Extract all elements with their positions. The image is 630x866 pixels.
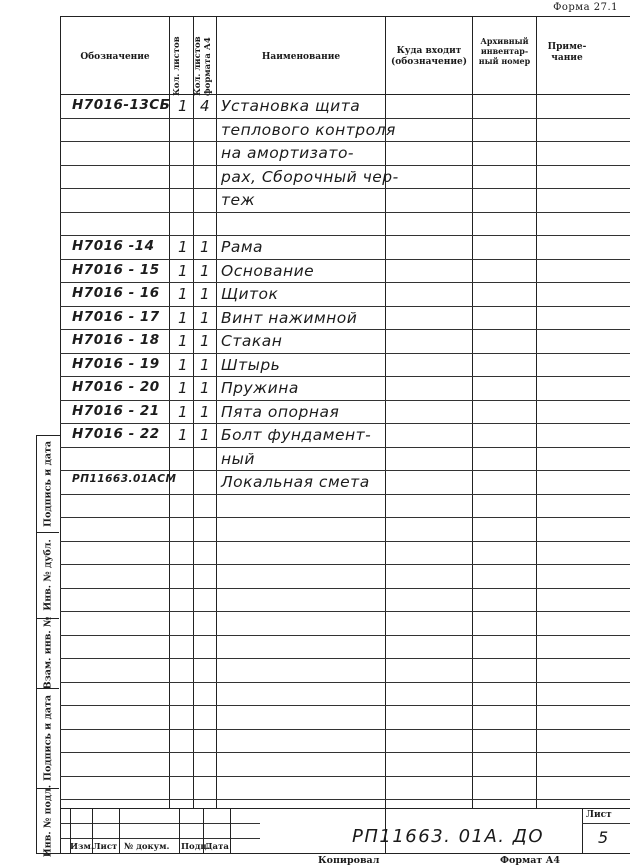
row-line — [60, 776, 630, 777]
header-a4-line2: формата А4 — [203, 37, 213, 96]
cell-name: на амортизато- — [221, 144, 355, 162]
form-label: Форма 27.1 — [553, 2, 618, 13]
row-line — [60, 306, 630, 307]
cell-sheets: 1 — [178, 332, 189, 350]
row-line — [60, 188, 630, 189]
cell-name: Пята опорная — [221, 402, 340, 421]
col-divider-a4 — [216, 16, 217, 808]
row-line — [60, 494, 630, 495]
col-divider-designation — [169, 16, 170, 808]
cell-designation: Н7016 - 22 — [72, 426, 160, 442]
cell-name: Щиток — [221, 285, 279, 303]
header-notes-line1: Приме- — [547, 42, 587, 52]
header-archive-line3: ный номер — [478, 56, 531, 66]
sheet-label: Лист — [586, 810, 612, 820]
cell-a4: 1 — [200, 238, 211, 256]
row-line — [60, 259, 630, 260]
row-line — [60, 400, 630, 401]
side-label-sign-date-2: Подпись и дата — [42, 694, 54, 782]
row-line — [60, 729, 630, 730]
cell-a4: 1 — [200, 332, 211, 350]
header-sheets: Кол. листов — [172, 36, 182, 96]
cell-name: теж — [221, 191, 256, 209]
side-label-replace-inv: Взам. инв. № — [42, 616, 54, 690]
cell-sheets: 1 — [178, 285, 189, 303]
cell-name: Штырь — [221, 355, 281, 374]
cell-a4: 1 — [200, 426, 211, 444]
col-divider-where — [472, 16, 473, 808]
cell-sheets: 1 — [178, 379, 189, 397]
side-cell-3 — [37, 618, 59, 689]
stamp-col-3 — [119, 808, 120, 854]
cell-designation: Н7016-13СБ — [72, 97, 171, 113]
header-notes — [537, 42, 597, 64]
cell-designation: Н7016 - 20 — [72, 379, 160, 395]
stamp-col-sheet-label: Лист — [93, 842, 118, 852]
side-label-sign-date-1: Подпись и дата — [42, 440, 54, 528]
row-line — [60, 611, 630, 612]
cell-name: ный — [221, 449, 255, 468]
side-cell-4 — [37, 688, 59, 789]
header-bottom-line — [60, 94, 630, 95]
cell-designation: Н7016 -14 — [72, 238, 155, 254]
cell-name: Пружина — [221, 379, 299, 397]
stamp-top-line — [60, 808, 630, 809]
cell-a4: 4 — [200, 97, 211, 115]
stamp-col-4 — [179, 808, 180, 854]
row-line — [60, 517, 630, 518]
row-line — [60, 799, 630, 800]
cell-name: Винт нажимной — [221, 308, 358, 327]
cell-a4: 1 — [200, 308, 211, 327]
header-archive-line2: инвентар- — [480, 46, 529, 56]
header-designation: Обозначение — [80, 52, 150, 62]
cell-sheets: 1 — [178, 308, 189, 327]
row-line — [60, 752, 630, 753]
row-line — [60, 658, 630, 659]
stamp-col-doc: № докум. — [124, 842, 170, 852]
cell-designation: Н7016 - 15 — [72, 261, 160, 278]
side-strip — [36, 435, 60, 857]
row-line — [60, 705, 630, 706]
header-where-line2: (обозначение) — [391, 57, 467, 67]
row-line — [60, 447, 630, 448]
row-line — [60, 588, 630, 589]
footer-format: Формат А4 — [500, 855, 560, 866]
header-name: Наименование — [261, 52, 341, 62]
cell-name: Локальная смета — [221, 473, 370, 491]
cell-a4: 1 — [200, 402, 211, 421]
row-line — [60, 541, 630, 542]
cell-designation: Н7016 - 18 — [72, 332, 160, 348]
cell-sheets: 1 — [178, 97, 189, 115]
stamp-col-sign: Подп. — [181, 842, 210, 852]
cell-name: Основание — [221, 261, 315, 280]
cell-a4: 1 — [200, 355, 211, 374]
side-label-dup-inv: Инв. № дубл. — [42, 539, 54, 611]
stamp-col-6 — [230, 808, 231, 854]
sheet-number: 5 — [598, 828, 610, 847]
header-archive — [473, 36, 536, 66]
row-line — [60, 282, 630, 283]
cell-designation: Н7016 - 19 — [72, 355, 160, 372]
row-line — [60, 470, 630, 471]
side-label-orig-inv: Инв. № подл. — [42, 784, 54, 857]
cell-name: рах, Сборочный чер- — [221, 167, 399, 186]
cell-name: теплового контроля — [221, 120, 396, 139]
cell-designation: Н7016 - 16 — [72, 285, 160, 301]
cell-a4: 1 — [200, 261, 211, 280]
cell-a4: 1 — [200, 285, 211, 303]
side-cell-1 — [37, 436, 59, 533]
row-line — [60, 635, 630, 636]
row-line — [60, 235, 630, 236]
header-a4 — [193, 36, 213, 96]
row-line — [60, 329, 630, 330]
stamp-col-sheet — [582, 808, 583, 854]
header-a4-line1: Кол. листов — [193, 36, 203, 96]
cell-name: Стакан — [221, 332, 283, 350]
side-cell-2 — [37, 532, 59, 619]
stamp-col-date: Дата — [205, 842, 229, 852]
cell-name: Болт фундамент- — [221, 426, 372, 444]
row-line — [60, 682, 630, 683]
cell-sheets: 1 — [178, 355, 189, 374]
footer-copied: Копировал — [318, 855, 380, 866]
cell-a4: 1 — [200, 379, 211, 397]
header-notes-line2: чание — [551, 53, 583, 63]
cell-designation: Н7016 - 17 — [72, 308, 160, 325]
header-where — [386, 46, 472, 68]
header-archive-line1: Архивный — [480, 36, 529, 46]
row-line — [60, 118, 630, 119]
cell-sheets: 1 — [178, 238, 189, 256]
cell-designation: РП11663.01АСМ — [72, 473, 177, 485]
row-line — [60, 165, 630, 166]
document-number: РП11663. 01А. ДО — [352, 826, 544, 847]
cell-name: Рама — [221, 238, 264, 256]
header-where-line1: Куда входит — [396, 46, 462, 56]
row-line — [60, 423, 630, 424]
side-cell-5 — [37, 784, 59, 857]
col-divider-sheets — [193, 16, 194, 808]
cell-sheets: 1 — [178, 261, 189, 280]
cell-sheets: 1 — [178, 426, 189, 444]
cell-name: Установка щита — [221, 97, 361, 115]
col-divider-archive — [536, 16, 537, 808]
row-line — [60, 376, 630, 377]
row-line — [60, 353, 630, 354]
stamp-col-change: Изм. — [70, 842, 94, 852]
cell-sheets: 1 — [178, 402, 189, 421]
row-line — [60, 212, 630, 213]
row-line — [60, 564, 630, 565]
stamp-sheet-line — [582, 823, 630, 824]
cell-designation: Н7016 - 21 — [72, 402, 160, 419]
row-line — [60, 141, 630, 142]
